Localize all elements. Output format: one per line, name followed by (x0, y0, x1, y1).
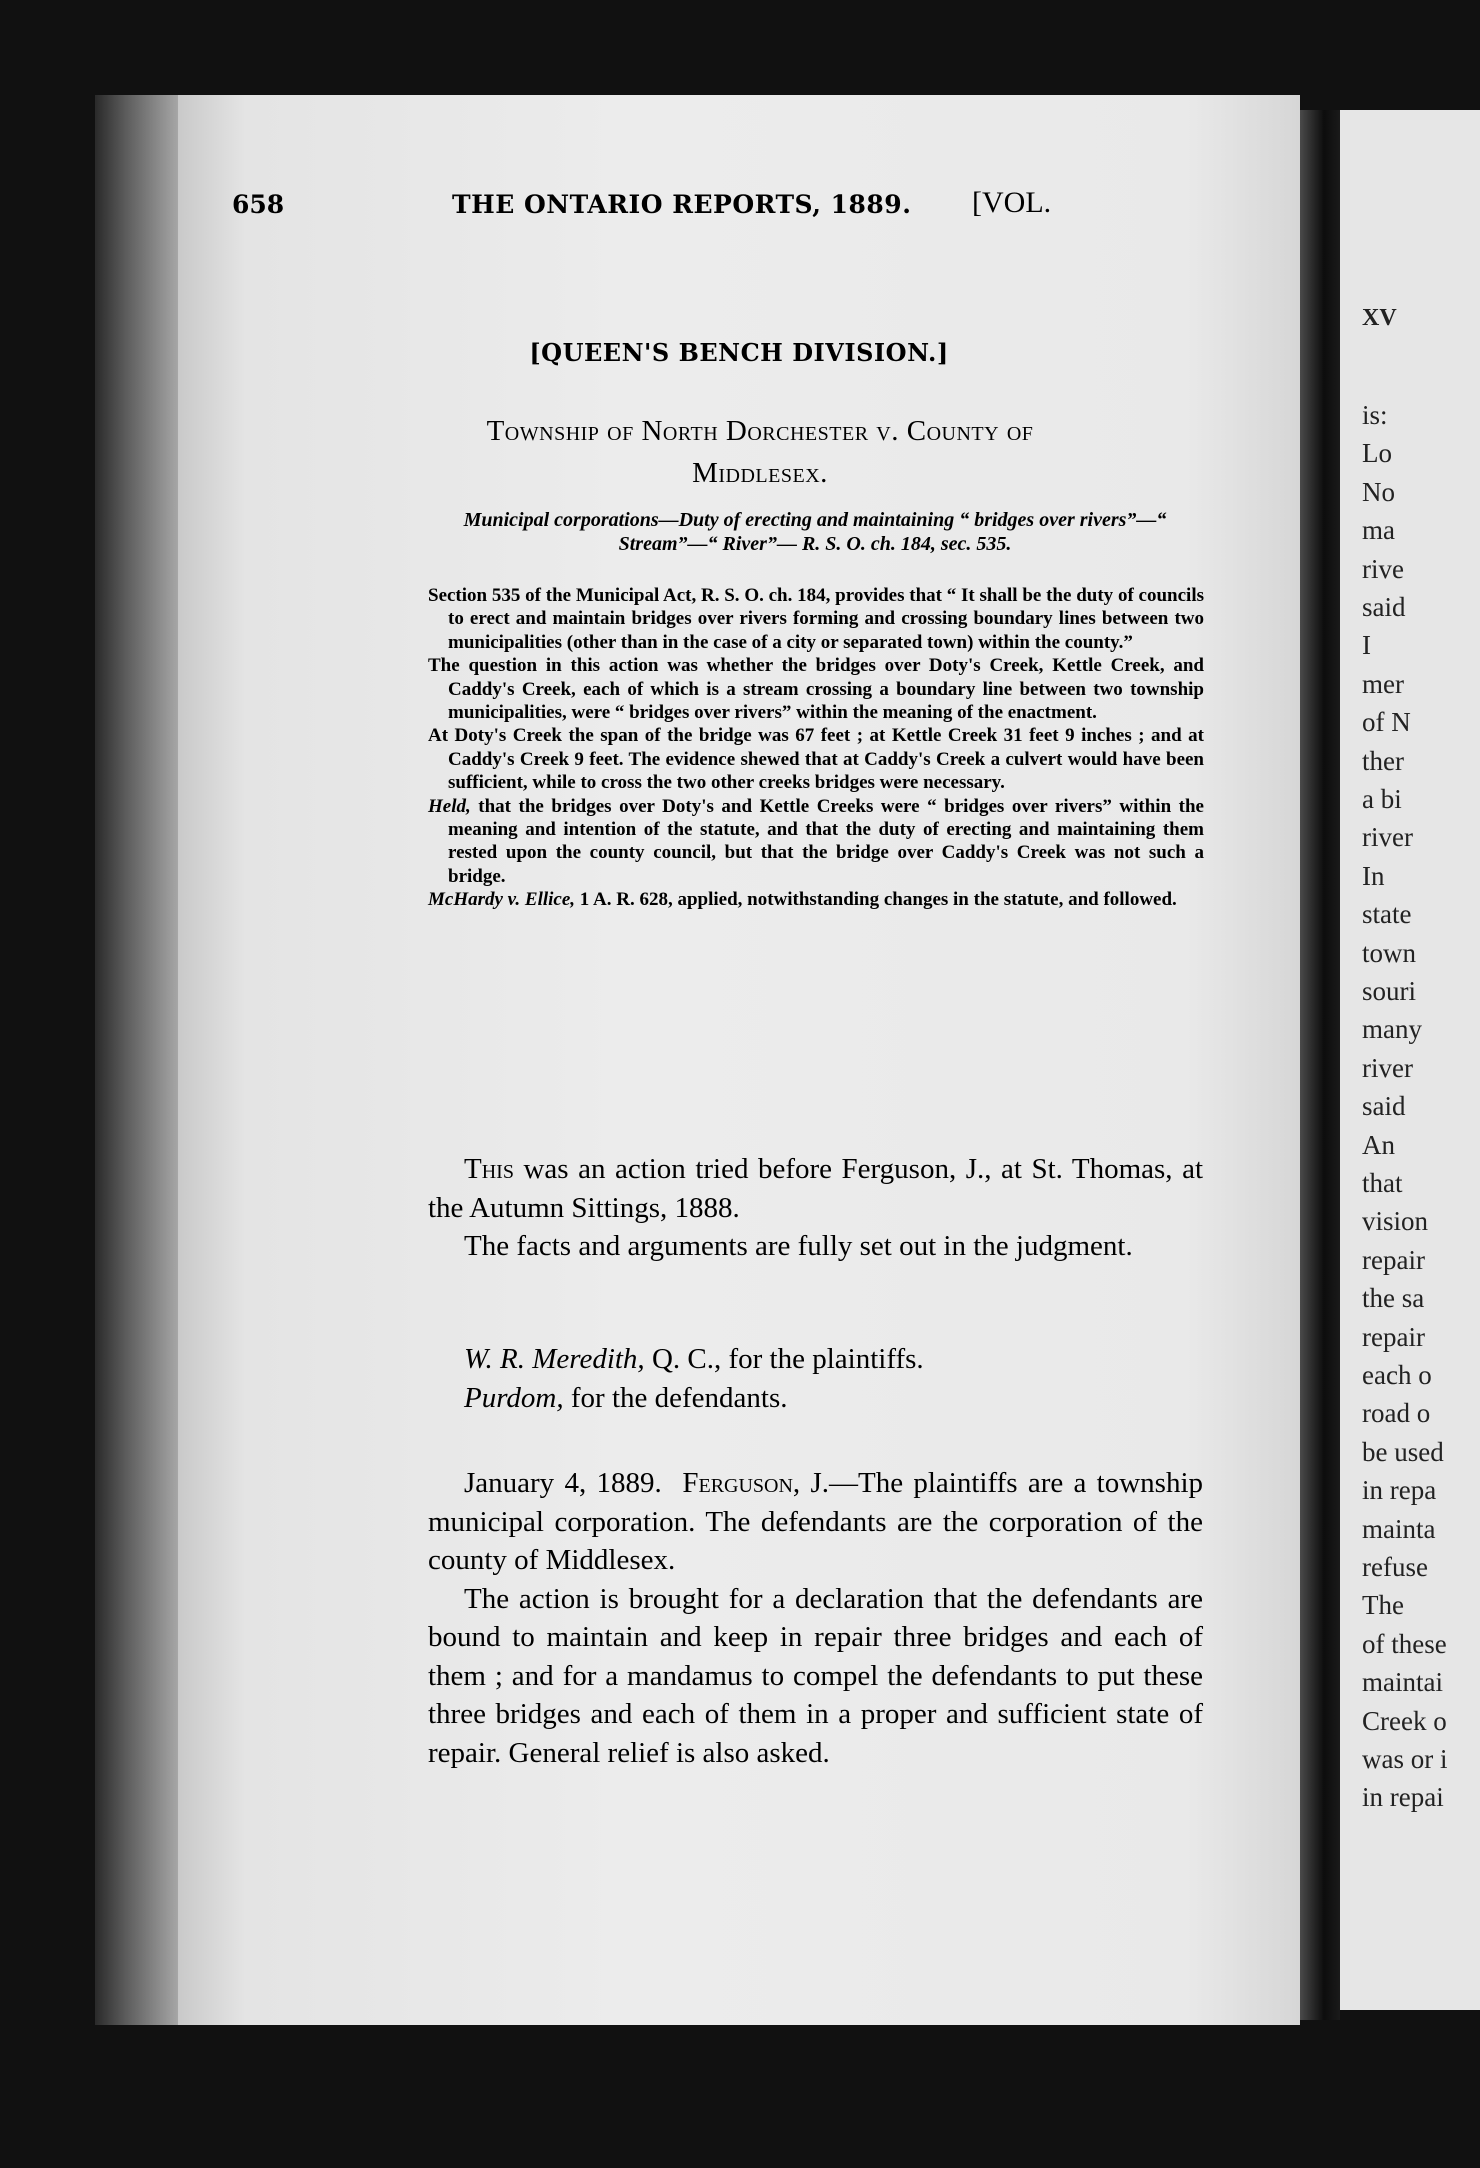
plaintiff-counsel (428, 1340, 1203, 1379)
facing-page-line: repair (1362, 1244, 1425, 1275)
case-title (380, 410, 1140, 494)
facing-page-line: that (1362, 1168, 1403, 1198)
case-title-line-1: Township of North Dorchester v. County of (486, 415, 1034, 447)
book-spine (95, 95, 185, 2025)
facing-page-line: town (1362, 937, 1416, 968)
defendant-counsel (428, 1379, 1203, 1418)
defendant-counsel-name: Purdom, (464, 1381, 564, 1414)
facing-page-line: river (1362, 1052, 1413, 1083)
intro-text: was an action tried before Ferguson, J., at St. Thomas, at the Autumn Sittings, 1888. (428, 1153, 1203, 1224)
plaintiff-counsel-name: W. R. Meredith, (464, 1343, 645, 1375)
facing-page-line: a bi (1362, 784, 1402, 814)
judgment-paragraph: The action is brought for a declaration that the defendants are bound to maintain and keep in repair three bridges and each of them ; and for a mandamus to compel the defendants to put these three bridges and each of them in a proper and sufficient state of repair. General relief is also asked. (428, 1582, 1203, 1769)
facing-page-line: said (1362, 1091, 1406, 1122)
headnote-paragraph: The question in this action was whether the bridges over Doty's Creek, Kettle Creek, and Caddy's Creek, each of which is a stream crossing a boundary line between two township municipalities, were “ bridges over rivers” within the meaning of the enactment. (428, 655, 1204, 724)
cited-case: McHardy v. Ellice, (428, 889, 576, 911)
intro-paragraph: The facts and arguments are fully set out in the judgment. (464, 1230, 1133, 1262)
facing-page-line: of these (1362, 1628, 1447, 1659)
facing-page-line: In (1362, 860, 1385, 891)
headnote-held (428, 795, 1204, 889)
citation-text: 1 A. R. 628, applied, notwithstanding changes in the statute, and followed. (575, 889, 1177, 911)
facing-page-line: many (1362, 1014, 1422, 1045)
facing-page-line: in repai (1362, 1782, 1444, 1813)
facing-page-line: state (1362, 899, 1412, 930)
page-number: 658 (232, 190, 285, 219)
facing-page-line: be used (1362, 1436, 1444, 1467)
judge-name: Ferguson, J. (682, 1467, 829, 1499)
held-label: Held, (428, 795, 471, 817)
catchwords: Municipal corporations—Duty of erecting and maintaining “ bridges over rivers”—“ Stream”—“ River”— R. S. O. ch. 184, sec. 535. (463, 509, 1167, 555)
facing-page-line: road o (1362, 1398, 1431, 1429)
facing-page-line: Creek o (1362, 1705, 1447, 1736)
facing-page-line: souri (1362, 976, 1416, 1006)
facing-page-line: maintai (1362, 1667, 1443, 1698)
headnote-paragraph: At Doty's Creek the span of the bridge was 67 feet ; at Kettle Creek 31 feet 9 inches ; and at Caddy's Creek 9 feet. The evidence shewed that at Caddy's Creek a culvert would have been sufficient, while to cross the two other creeks bridges were necessary. (428, 725, 1204, 794)
facing-page-line: vision (1362, 1206, 1429, 1237)
facing-page-line: is: (1362, 400, 1388, 430)
facing-page-line: of N (1362, 707, 1411, 738)
headnote (428, 584, 1204, 912)
judgment-text: —The plaintiffs are a township municipal corporation. The defendants are the corporation of the county of Middlesex. (428, 1467, 1204, 1576)
facing-page-line: in repa (1362, 1475, 1437, 1506)
facing-page-header: XV (1362, 305, 1397, 331)
judgment-section (428, 1464, 1203, 1772)
facing-page-line: refuse (1362, 1552, 1428, 1582)
page-gutter (1300, 110, 1340, 2020)
counsel-section (428, 1340, 1203, 1417)
facing-page-line: The (1362, 1590, 1404, 1621)
volume-mark: [VOL. (972, 186, 1052, 219)
court-division: [QUEEN'S BENCH DIVISION.] (529, 338, 949, 367)
defendant-counsel-role: for the defendants. (563, 1381, 788, 1414)
facing-page-line: Lo (1362, 438, 1392, 469)
headnote-citation (428, 888, 1204, 911)
case-title-line-2: Middlesex. (692, 457, 828, 489)
facing-page-line: No (1362, 476, 1395, 507)
intro-paragraph (428, 1150, 1203, 1227)
plaintiff-counsel-role: Q. C., for the plaintiffs. (644, 1343, 924, 1375)
headnote-paragraph: Section 535 of the Municipal Act, R. S. O. ch. 184, provides that “ It shall be the duty of councils to erect and maintain bridges over rivers forming and crossing boundary lines between two municipalities (other than in the case of a city or separated town) within the county.” (428, 585, 1204, 653)
facing-page-line: river (1362, 822, 1413, 853)
held-text: that the bridges over Doty's and Kettle Creeks were “ bridges over rivers” within the meaning and intention of the statute, and that the duty of erecting and maintaining them rested upon the county council, but that the bridge over Caddy's Creek was not such a bridge. (448, 795, 1204, 887)
facing-page-line: mainta (1362, 1513, 1436, 1544)
facing-page-line: ma (1362, 515, 1395, 546)
facing-page-line: I (1362, 630, 1371, 661)
facing-page-line: the sa (1362, 1283, 1425, 1314)
facing-page (1340, 110, 1480, 2010)
facing-page-line: was or i (1362, 1744, 1448, 1774)
intro-section (428, 1150, 1203, 1266)
intro-lead: This (464, 1153, 514, 1185)
facing-page-line: repair (1362, 1321, 1425, 1352)
facing-page-line: ther (1362, 745, 1404, 776)
facing-page-line: each o (1362, 1360, 1432, 1390)
running-title: THE ONTARIO REPORTS, 1889. (452, 190, 912, 219)
judgment-date: January 4, 1889. (464, 1467, 662, 1499)
facing-page-line: said (1362, 592, 1406, 622)
facing-page-line: mer (1362, 668, 1404, 699)
judgment-paragraph (428, 1464, 1203, 1580)
facing-page-line: rive (1362, 553, 1404, 584)
facing-page-line: An (1362, 1129, 1395, 1160)
